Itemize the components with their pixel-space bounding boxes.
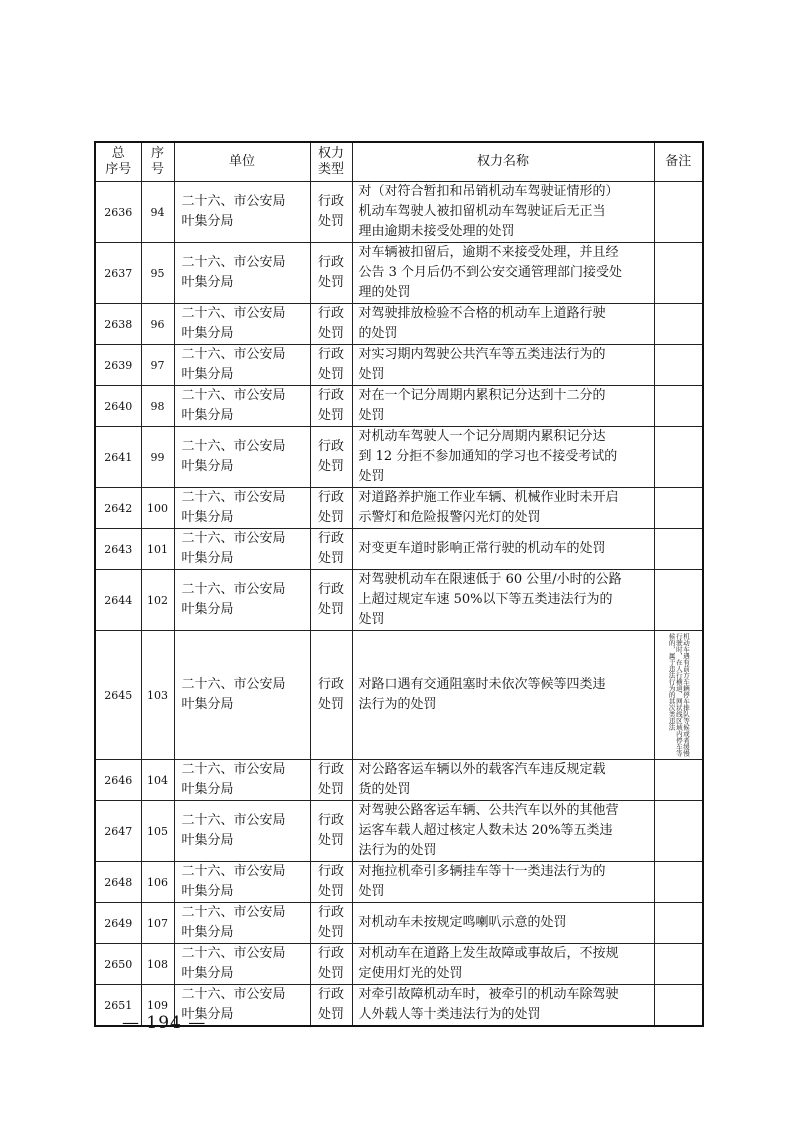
power-name-line: 人外载人等十类违法行为的处罚 <box>358 1007 541 1022</box>
power-type-line: 处罚 <box>317 884 344 899</box>
power-name-line: 对牵引故障机动车时，被牵引的机动车除驾驶 <box>358 987 619 1002</box>
power-name-cell <box>352 801 654 862</box>
table-row <box>95 182 703 243</box>
power-name-cell <box>352 985 654 1027</box>
power-type-cell <box>310 386 352 427</box>
seq-cell: 95 <box>141 243 174 304</box>
power-list-table <box>94 141 704 1027</box>
power-type-line: 处罚 <box>317 275 344 290</box>
unit-line: 叶集分局 <box>181 966 234 981</box>
remark-cell <box>654 304 703 345</box>
remark-cell <box>654 529 703 570</box>
remark-cell <box>654 801 703 862</box>
unit-line: 二十六、市公安局 <box>181 439 286 454</box>
seq-cell: 106 <box>141 862 174 903</box>
power-name-cell <box>352 944 654 985</box>
total-seq-cell: 2642 <box>95 488 141 529</box>
remark-cell <box>654 243 703 304</box>
power-name-line: 对公路客运车辆以外的载客汽车违反规定载 <box>358 762 606 777</box>
power-type-cell <box>310 760 352 801</box>
unit-line: 二十六、市公安局 <box>181 582 286 597</box>
table-row <box>95 862 703 903</box>
power-type-line: 处罚 <box>317 697 344 712</box>
unit-cell <box>174 760 310 801</box>
unit-cell <box>174 570 310 631</box>
unit-cell <box>174 182 310 243</box>
power-name-line: 的处罚 <box>358 326 398 341</box>
power-type-line: 行政 <box>317 490 344 505</box>
power-name-line: 上超过规定车速 50%以下等五类违法行为的 <box>358 592 613 607</box>
unit-line: 叶集分局 <box>181 697 234 712</box>
power-type-line: 行政 <box>317 864 344 879</box>
unit-line: 叶集分局 <box>181 833 234 848</box>
unit-line: 叶集分局 <box>181 459 234 474</box>
power-name-cell <box>352 903 654 944</box>
remark-cell <box>654 488 703 529</box>
power-type-line: 处罚 <box>317 214 344 229</box>
power-name-line: 到 12 分拒不参加通知的学习也不接受考试的 <box>358 449 618 464</box>
power-name-line: 对在一个记分周期内累积记分达到十二分的 <box>358 388 606 403</box>
remark-cell <box>654 386 703 427</box>
unit-line: 叶集分局 <box>181 367 234 382</box>
power-type-line: 行政 <box>317 813 344 828</box>
power-type-line: 行政 <box>317 255 344 270</box>
seq-cell: 94 <box>141 182 174 243</box>
power-type-cell <box>310 801 352 862</box>
power-type-line: 行政 <box>317 194 344 209</box>
unit-cell <box>174 944 310 985</box>
power-type-line: 行政 <box>317 677 344 692</box>
total-seq-cell: 2647 <box>95 801 141 862</box>
unit-cell <box>174 862 310 903</box>
unit-line: 二十六、市公安局 <box>181 905 286 920</box>
unit-cell <box>174 386 310 427</box>
seq-cell: 98 <box>141 386 174 427</box>
power-type-line: 行政 <box>317 531 344 546</box>
power-type-line: 行政 <box>317 946 344 961</box>
power-type-line: 处罚 <box>317 782 344 797</box>
seq-cell: 100 <box>141 488 174 529</box>
unit-line: 二十六、市公安局 <box>181 347 286 362</box>
power-name-cell <box>352 631 654 760</box>
power-name-cell <box>352 345 654 386</box>
table-header-row <box>95 142 703 182</box>
total-seq-cell: 2645 <box>95 631 141 760</box>
table-row <box>95 243 703 304</box>
header-power-type: 权力 类型 <box>310 142 352 182</box>
unit-line: 二十六、市公安局 <box>181 864 286 879</box>
power-name-line: 处罚 <box>358 884 385 899</box>
total-seq-cell: 2648 <box>95 862 141 903</box>
power-name-line: 对驾驶机动车在限速低于 60 公里/小时的公路 <box>358 572 622 587</box>
power-name-cell <box>352 529 654 570</box>
power-name-line: 对道路养护施工作业车辆、机械作业时未开启 <box>358 490 619 505</box>
remark-cell <box>654 427 703 488</box>
seq-cell: 101 <box>141 529 174 570</box>
total-seq-cell: 2643 <box>95 529 141 570</box>
power-name-line: 理的处罚 <box>358 285 411 300</box>
unit-line: 叶集分局 <box>181 510 234 525</box>
total-seq-cell: 2639 <box>95 345 141 386</box>
power-type-line: 行政 <box>317 762 344 777</box>
power-type-cell <box>310 488 352 529</box>
remark-cell <box>654 760 703 801</box>
unit-cell <box>174 801 310 862</box>
unit-line: 二十六、市公安局 <box>181 531 286 546</box>
power-name-line: 处罚 <box>358 469 385 484</box>
total-seq-cell: 2640 <box>95 386 141 427</box>
power-type-line: 处罚 <box>317 925 344 940</box>
power-name-line: 对（对符合暂扣和吊销机动车驾驶证情形的） <box>358 184 619 199</box>
header-power-name: 权力名称 <box>352 142 654 182</box>
power-type-line: 行政 <box>317 347 344 362</box>
power-name-line: 处罚 <box>358 612 385 627</box>
unit-line: 二十六、市公安局 <box>181 388 286 403</box>
power-name-cell <box>352 243 654 304</box>
power-type-cell <box>310 862 352 903</box>
power-name-line: 对机动车在道路上发生故障或事故后，不按规 <box>358 946 619 961</box>
remark-cell <box>654 944 703 985</box>
power-type-line: 行政 <box>317 905 344 920</box>
power-type-cell <box>310 570 352 631</box>
total-seq-cell: 2646 <box>95 760 141 801</box>
power-name-line: 对实习期内驾驶公共汽车等五类违法行为的 <box>358 347 606 362</box>
power-type-line: 处罚 <box>317 966 344 981</box>
power-name-cell <box>352 304 654 345</box>
unit-line: 二十六、市公安局 <box>181 987 286 1002</box>
power-type-line: 处罚 <box>317 367 344 382</box>
power-name-line: 处罚 <box>358 367 385 382</box>
unit-line: 叶集分局 <box>181 782 234 797</box>
seq-cell: 108 <box>141 944 174 985</box>
unit-cell <box>174 488 310 529</box>
power-name-line: 理由逾期未接受处理的处罚 <box>358 224 515 239</box>
power-name-line: 对驾驶排放检验不合格的机动车上道路行驶 <box>358 306 606 321</box>
page-number: — 194 — <box>122 1013 207 1033</box>
power-type-line: 处罚 <box>317 408 344 423</box>
table-row <box>95 488 703 529</box>
power-type-cell <box>310 903 352 944</box>
power-type-line: 行政 <box>317 439 344 454</box>
total-seq-cell: 2649 <box>95 903 141 944</box>
power-name-line: 对机动车未按规定鸣喇叭示意的处罚 <box>358 915 567 930</box>
unit-cell <box>174 903 310 944</box>
power-type-cell <box>310 304 352 345</box>
seq-cell: 105 <box>141 801 174 862</box>
power-type-line: 处罚 <box>317 1007 344 1022</box>
unit-line: 叶集分局 <box>181 326 234 341</box>
power-name-line: 对拖拉机牵引多辆挂车等十一类违法行为的 <box>358 864 606 879</box>
unit-cell <box>174 304 310 345</box>
unit-line: 叶集分局 <box>181 275 234 290</box>
table-row <box>95 801 703 862</box>
unit-line: 二十六、市公安局 <box>181 762 286 777</box>
table-row <box>95 570 703 631</box>
power-name-line: 对机动车驾驶人一个记分周期内累积记分达 <box>358 429 606 444</box>
total-seq-cell: 2651 <box>95 985 141 1027</box>
table-row <box>95 631 703 760</box>
power-name-line: 公告 3 个月后仍不到公安交通管理部门接受处 <box>358 265 623 280</box>
unit-cell <box>174 345 310 386</box>
header-total-seq: 总 序号 <box>95 142 141 182</box>
seq-cell: 102 <box>141 570 174 631</box>
power-type-line: 行政 <box>317 306 344 321</box>
total-seq-cell: 2636 <box>95 182 141 243</box>
power-type-cell <box>310 345 352 386</box>
total-seq-cell: 2650 <box>95 944 141 985</box>
total-seq-cell: 2637 <box>95 243 141 304</box>
power-type-line: 行政 <box>317 987 344 1002</box>
unit-line: 二十六、市公安局 <box>181 677 286 692</box>
power-name-cell <box>352 862 654 903</box>
seq-cell: 104 <box>141 760 174 801</box>
power-name-line: 对变更车道时影响正常行驶的机动车的处罚 <box>358 541 606 556</box>
power-type-cell <box>310 985 352 1027</box>
header-seq: 序 号 <box>141 142 174 182</box>
power-type-line: 处罚 <box>317 510 344 525</box>
remark-cell <box>654 631 703 760</box>
power-name-cell <box>352 760 654 801</box>
table-row <box>95 345 703 386</box>
table-row <box>95 760 703 801</box>
power-type-cell <box>310 182 352 243</box>
unit-line: 二十六、市公安局 <box>181 490 286 505</box>
table-row <box>95 304 703 345</box>
unit-line: 叶集分局 <box>181 214 234 229</box>
table-row <box>95 529 703 570</box>
unit-line: 叶集分局 <box>181 602 234 617</box>
unit-line: 叶集分局 <box>181 925 234 940</box>
remark-cell <box>654 903 703 944</box>
seq-cell: 99 <box>141 427 174 488</box>
power-type-cell <box>310 631 352 760</box>
unit-cell <box>174 427 310 488</box>
power-type-line: 行政 <box>317 582 344 597</box>
total-seq-cell: 2638 <box>95 304 141 345</box>
power-name-line: 定使用灯光的处罚 <box>358 966 463 981</box>
unit-line: 二十六、市公安局 <box>181 306 286 321</box>
remark-cell <box>654 985 703 1027</box>
power-type-line: 处罚 <box>317 459 344 474</box>
unit-line: 叶集分局 <box>181 1007 234 1022</box>
power-type-cell <box>310 529 352 570</box>
total-seq-cell: 2644 <box>95 570 141 631</box>
table-row <box>95 427 703 488</box>
unit-line: 叶集分局 <box>181 884 234 899</box>
power-type-line: 处罚 <box>317 326 344 341</box>
unit-cell <box>174 529 310 570</box>
power-type-cell <box>310 944 352 985</box>
power-type-line: 处罚 <box>317 602 344 617</box>
table-row <box>95 903 703 944</box>
power-name-line: 示警灯和危险报警闪光灯的处罚 <box>358 510 541 525</box>
power-name-line: 对驾驶公路客运车辆、公共汽车以外的其他营 <box>358 803 619 818</box>
remark-cell <box>654 182 703 243</box>
seq-cell: 109 <box>141 985 174 1027</box>
seq-cell: 103 <box>141 631 174 760</box>
power-name-line: 运客车载人超过核定人数未达 20%等五类违 <box>358 823 613 838</box>
unit-line: 二十六、市公安局 <box>181 946 286 961</box>
power-type-cell <box>310 427 352 488</box>
unit-line: 二十六、市公安局 <box>181 194 286 209</box>
power-name-line: 法行为的处罚 <box>358 697 437 712</box>
unit-cell <box>174 243 310 304</box>
header-unit: 单位 <box>174 142 310 182</box>
power-name-cell <box>352 570 654 631</box>
power-name-cell <box>352 427 654 488</box>
seq-cell: 96 <box>141 304 174 345</box>
unit-line: 二十六、市公安局 <box>181 255 286 270</box>
remark-text: 机动车遇有前方车辆停车排队等候或者缓慢行驶时，在人行横道、网状线区域内停车等候的，属于违法行为的其次类违法 <box>667 633 691 757</box>
power-type-line: 处罚 <box>317 551 344 566</box>
unit-cell <box>174 631 310 760</box>
remark-cell <box>654 862 703 903</box>
power-name-cell <box>352 386 654 427</box>
power-name-line: 对路口遇有交通阻塞时未依次等候等四类违 <box>358 677 606 692</box>
table-row <box>95 944 703 985</box>
header-remark: 备注 <box>654 142 703 182</box>
table-row <box>95 386 703 427</box>
power-name-cell <box>352 488 654 529</box>
remark-cell <box>654 345 703 386</box>
unit-line: 叶集分局 <box>181 551 234 566</box>
power-name-cell <box>352 182 654 243</box>
unit-line: 二十六、市公安局 <box>181 813 286 828</box>
remark-cell <box>654 570 703 631</box>
power-type-line: 处罚 <box>317 833 344 848</box>
power-type-line: 行政 <box>317 388 344 403</box>
power-type-cell <box>310 243 352 304</box>
seq-cell: 107 <box>141 903 174 944</box>
total-seq-cell: 2641 <box>95 427 141 488</box>
power-name-line: 处罚 <box>358 408 385 423</box>
power-name-line: 货的处罚 <box>358 782 411 797</box>
unit-line: 叶集分局 <box>181 408 234 423</box>
table-body <box>95 182 703 1027</box>
power-name-line: 法行为的处罚 <box>358 843 437 858</box>
power-name-line: 对车辆被扣留后，逾期不来接受处理，并且经 <box>358 245 619 260</box>
seq-cell: 97 <box>141 345 174 386</box>
power-name-line: 机动车驾驶人被扣留机动车驾驶证后无正当 <box>358 204 606 219</box>
